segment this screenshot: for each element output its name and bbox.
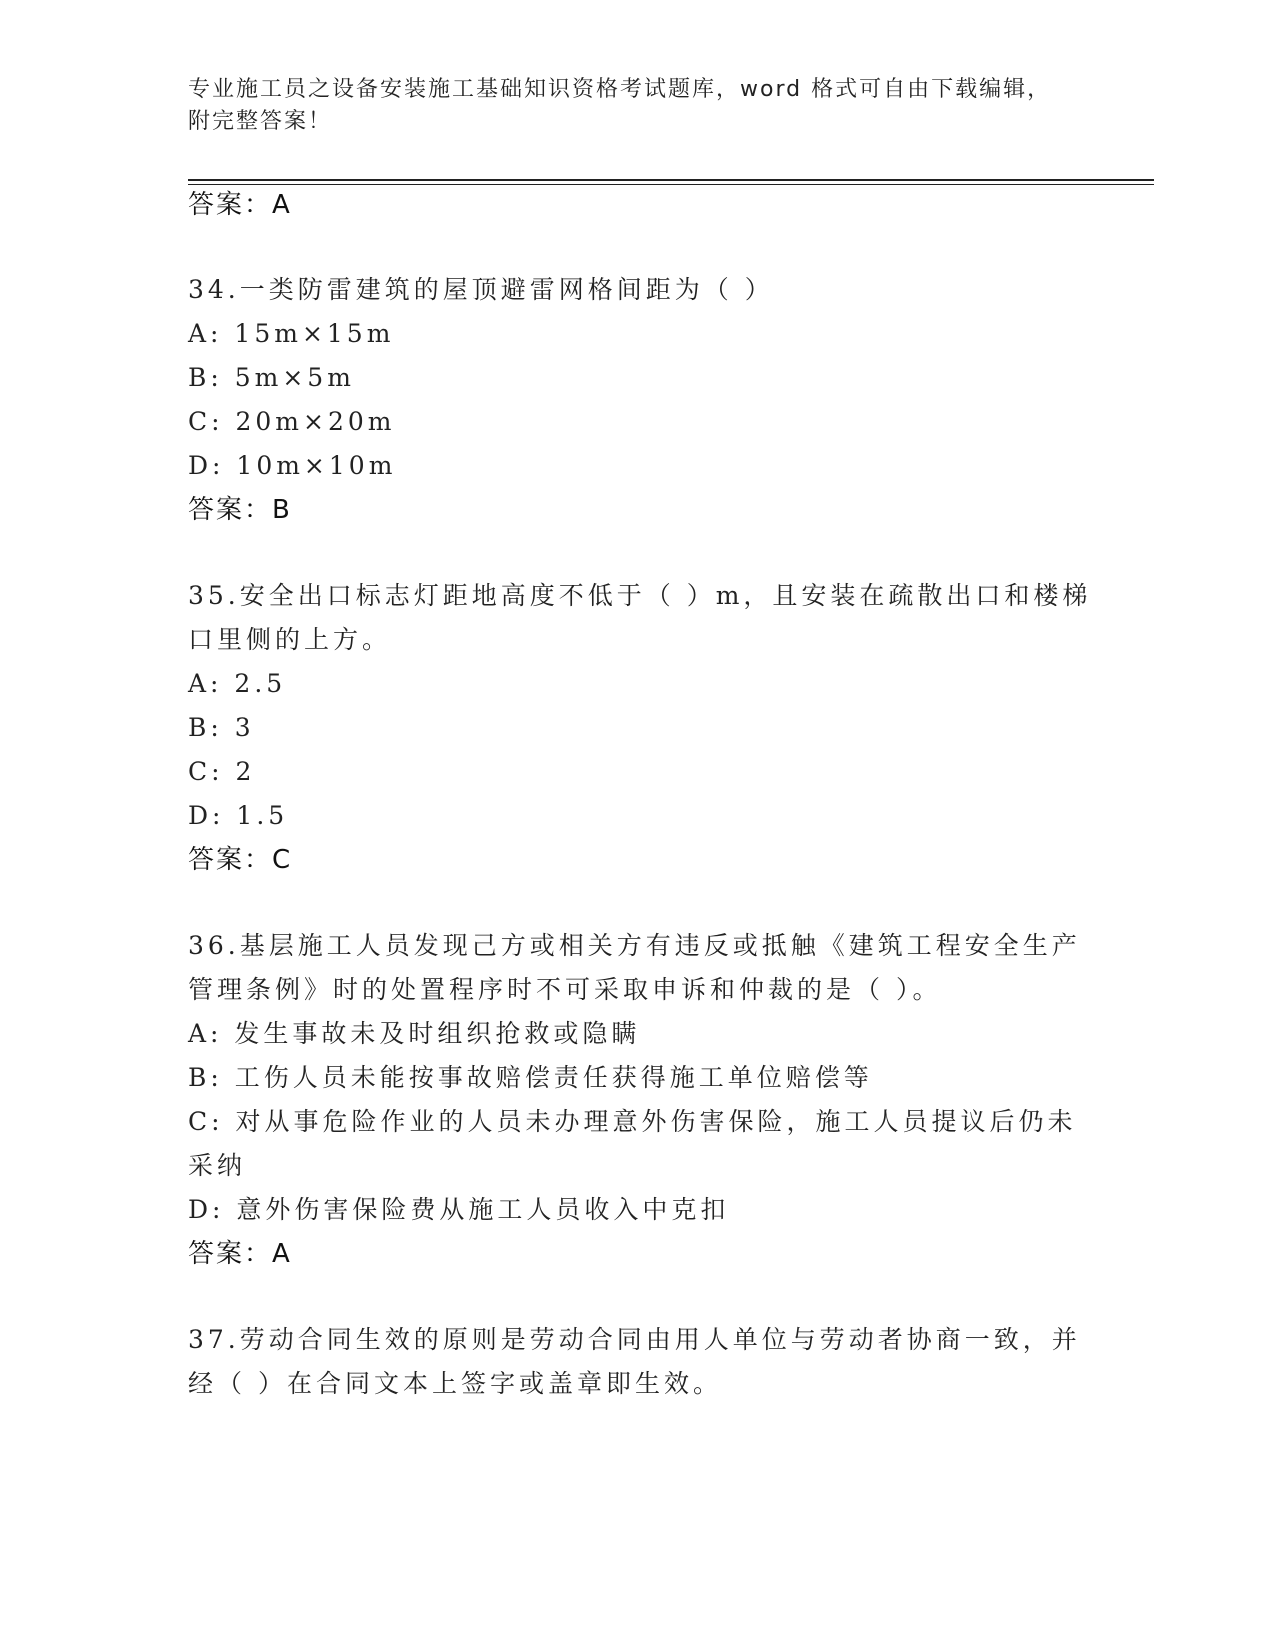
header-divider-thick (188, 179, 1154, 181)
option-a: A: 发生事故未及时组织抢救或隐瞒 (188, 1019, 641, 1048)
option-d: D: 1.5 (188, 801, 289, 830)
option-d: D: 10m×10m (188, 451, 397, 480)
question-stem: 35.安全出口标志灯距地高度不低于（ ）m，且安装在疏散出口和楼梯 (188, 581, 1092, 610)
option-b: B: 工伤人员未能按事故赔偿责任获得施工单位赔偿等 (188, 1063, 873, 1092)
option-a: A: 2.5 (188, 669, 287, 698)
question-stem: 36.基层施工人员发现己方或相关方有违反或抵触《建筑工程安全生产 (188, 931, 1081, 960)
question-answer: 答案：C (188, 845, 293, 875)
header-line-1: 专业施工员之设备安装施工基础知识资格考试题库，word 格式可自由下载编辑， (188, 77, 1052, 102)
document-header (188, 74, 1068, 138)
option-d: D: 意外伤害保险费从施工人员收入中克扣 (188, 1195, 730, 1224)
option-c: C: 2 (188, 757, 256, 786)
option-b: B: 3 (188, 713, 255, 742)
question-stem-continued: 管理条例》时的处置程序时不可采取申诉和仲裁的是（ ）。 (188, 975, 942, 1004)
option-c: C: 对从事危险作业的人员未办理意外伤害保险，施工人员提议后仍未 (188, 1107, 1077, 1136)
question-stem: 37.劳动合同生效的原则是劳动合同由用人单位与劳动者协商一致，并 (188, 1325, 1081, 1354)
header-line-2: 附完整答案！ (188, 109, 333, 134)
question-stem-continued: 经（ ）在合同文本上签字或盖章即生效。 (188, 1369, 722, 1398)
question-stem-continued: 口里侧的上方。 (188, 625, 392, 654)
header-divider-thin (188, 184, 1154, 185)
question-answer: 答案：A (188, 1239, 292, 1269)
previous-answer: 答案：A (188, 190, 292, 220)
option-c-continued: 采纳 (188, 1151, 247, 1180)
question-answer: 答案：B (188, 495, 292, 525)
question-stem: 34.一类防雷建筑的屋顶避雷网格间距为（ ） (188, 275, 774, 304)
option-b: B: 5m×5m (188, 363, 355, 392)
option-c: C: 20m×20m (188, 407, 396, 436)
option-a: A: 15m×15m (188, 319, 395, 348)
